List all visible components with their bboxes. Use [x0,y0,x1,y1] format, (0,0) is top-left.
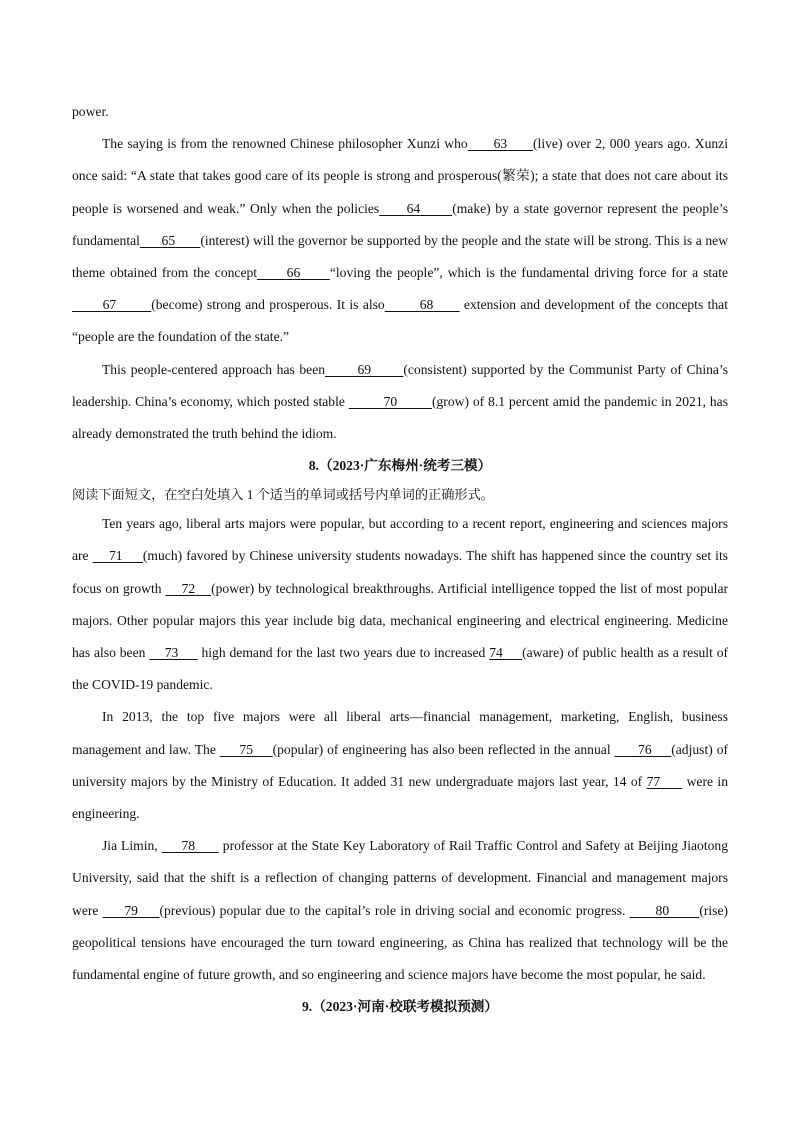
paragraph-xunzi: The saying is from the renowned Chinese philosopher Xunzi who 63 (live) over 2, 000 years ago. Xunzi once said: “A state that takes good care of its people is strong and prosperous(繁荣); a state that does not care about its people is worsened and weak.” Only when the policies 64 (make) by a state governor represent the people’s fundamental 65 (interest) will the governor be supported by the people and the state will be strong. This is a new theme obtained from the concept 66 “loving the people”, which is the fundamental driving force for a state 67 (become) strong and prosperous. It is also 68 extension and development of the concepts that “people are the foundation of the state.” [72,136,729,345]
blank-64[interactable]: 64 [406,200,421,216]
blank-69[interactable]: 69 [357,361,372,377]
section-8-instruction: 阅读下面短文，在空白处填入 1 个适当的单词或括号内单词的正确形式。 [72,487,494,503]
blank-79[interactable]: 79 [124,902,138,918]
blank-77[interactable]: 77 [646,773,661,789]
paragraph-people-centered: This people-centered approach has been 69 (consistent) supported by the Communist Party of China’s leadership. China’s economy, which posted stable 70 (grow) of 8.1 percent amid the pandemic in 2021, has already demonstrated the truth behind the idiom. [72,361,729,442]
blank-75[interactable]: 75 [239,741,253,757]
blank-65[interactable]: 65 [161,232,176,248]
blank-67[interactable]: 67 [102,297,117,313]
blank-76[interactable]: 76 [638,741,652,757]
paragraph-jia-limin: Jia Limin, 78 professor at the State Key Laboratory of Rail Traffic Control and Safety at Beijing Jiaotong University, said that the shift is a reflection of changing patterns of development. Financial and management majors were 79 (previous) popular due to the capital’s role in driving social and economic progress. 80 (rise) geopolitical tensions have encouraged the turn toward engineering, as China has realized that technology will be the fundamental engine of future growth, and so engineering and science majors have become the most popular, he said. [72,838,729,983]
paragraph-2013: In 2013, the top five majors were all liberal arts—financial management, marketing, English, business management and law. The 75 (popular) of engineering has also been reflected in the annual 76 (adjust) of university majors by the Ministry of Education. It added 31 new undergraduate majors last year, 14 of 77 were in engineering. [72,709,729,822]
blank-68[interactable]: 68 [419,297,434,313]
blank-66[interactable]: 66 [286,265,301,281]
blank-72[interactable]: 72 [181,580,196,596]
blank-73[interactable]: 73 [164,645,179,661]
blank-74[interactable]: 74 [489,645,503,661]
text-power: power. [72,104,109,119]
blank-63[interactable]: 63 [493,136,508,152]
section-8-title: 8.（2023·广东梅州·统考三模） [308,458,492,474]
blank-78[interactable]: 78 [181,838,196,854]
paragraph-majors: Ten years ago, liberal arts majors were popular, but according to a recent report, engineering and sciences majors are 71 (much) favored by Chinese university students nowadays. The shift has happened since the country set its focus on growth 72 (power) by technological breakthroughs. Artificial intelligence topped the list of most popular majors. Other popular majors this year include big data, mechanical engineering and electrical engineering. Medicine has also been 73 high demand for the last two years due to increased 74 (aware) of public health as a result of the COVID-19 pandemic. [72,516,729,693]
document-page [72,96,728,1023]
blank-71[interactable]: 71 [108,548,123,564]
blank-70[interactable]: 70 [383,393,398,409]
section-9-title: 9.（2023·河南·校联考模拟预测） [302,999,498,1015]
blank-80[interactable]: 80 [655,902,670,918]
paragraph-power [72,96,728,128]
